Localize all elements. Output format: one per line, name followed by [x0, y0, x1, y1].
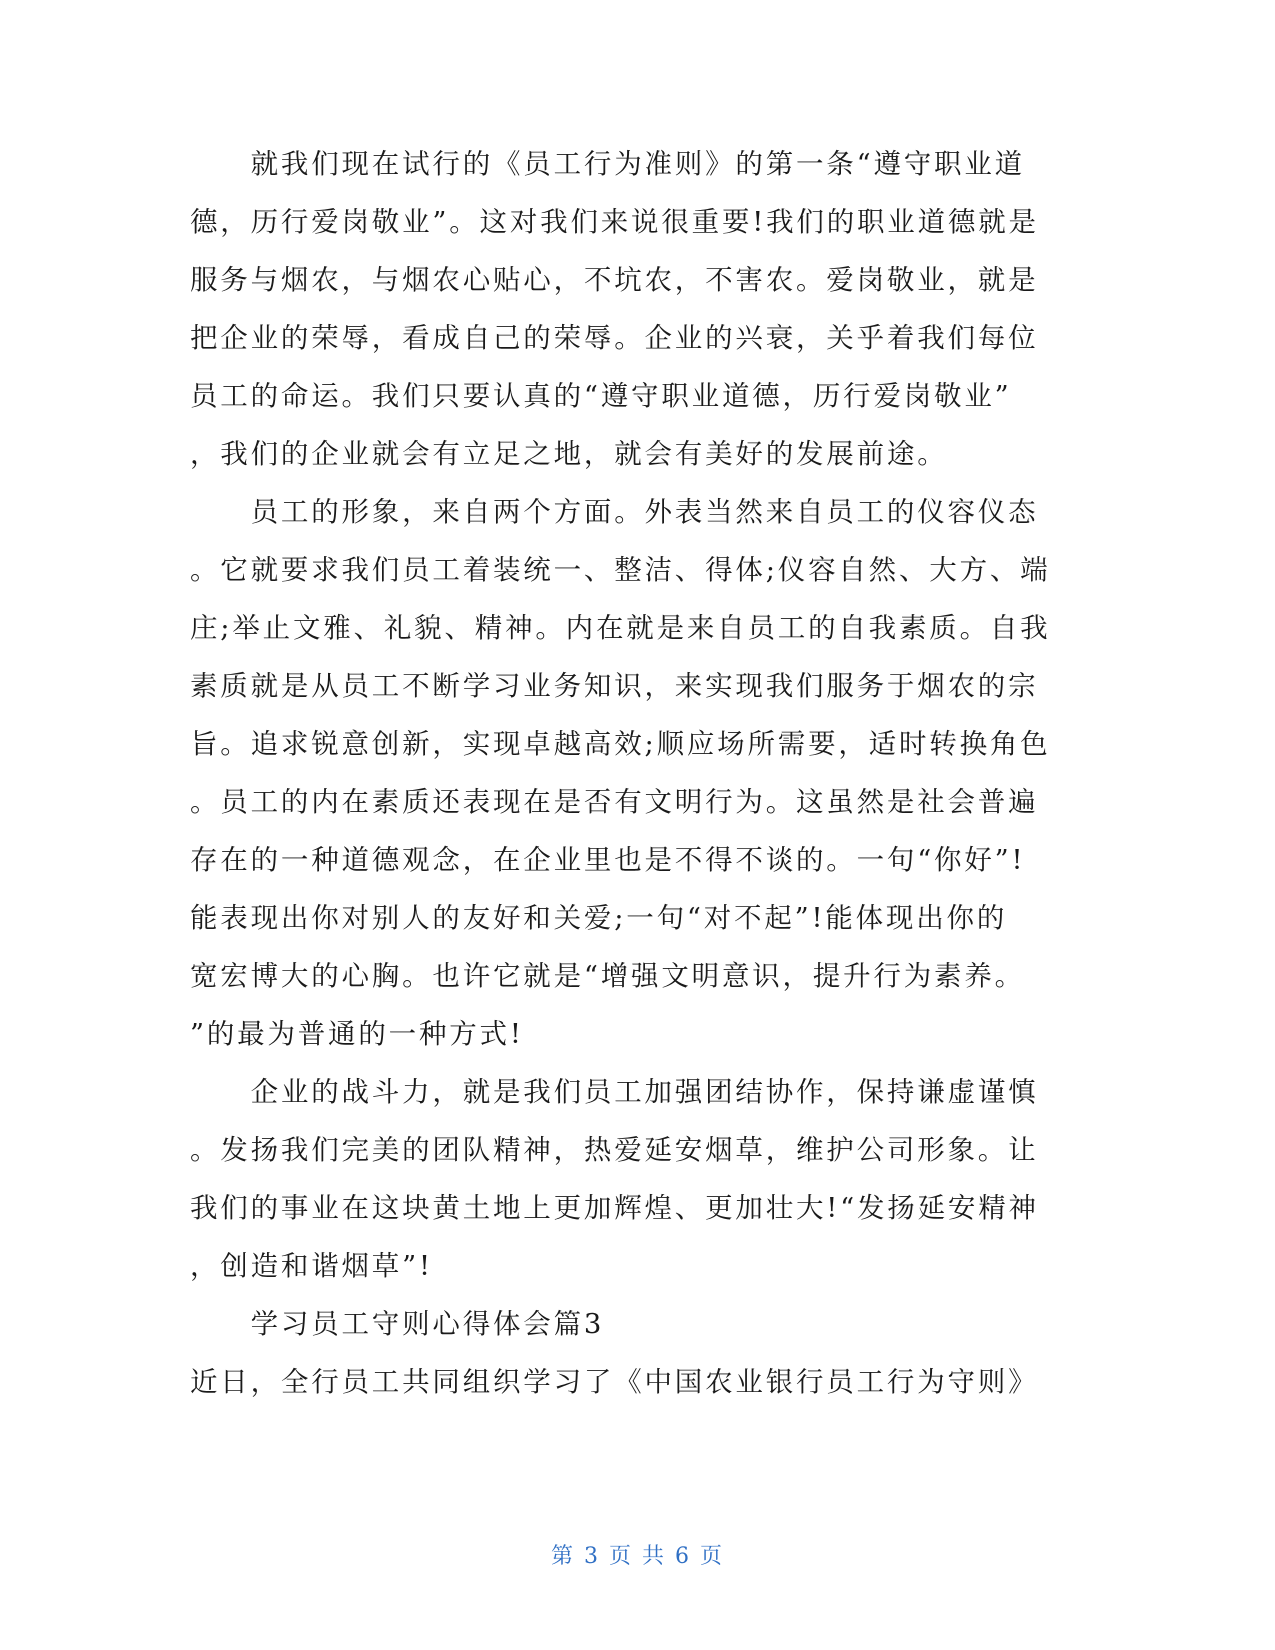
body-line: 。它就要求我们员工着装统一、整洁、得体;仪容自然、大方、端 [190, 554, 1051, 586]
body-line: 德，历行爱岗敬业”。这对我们来说很重要!我们的职业道德就是 [190, 206, 1039, 238]
body-line: ”的最为普通的一种方式! [190, 1018, 524, 1050]
body-line: ，我们的企业就会有立足之地，就会有美好的发展前途。 [190, 438, 948, 470]
body-line: 企业的战斗力，就是我们员工加强团结协作，保持谦虚谨慎 [190, 1076, 1039, 1108]
page-number-footer: 第 3 页 共 6 页 [551, 1544, 724, 1569]
body-line: 把企业的荣辱，看成自己的荣辱。企业的兴衰，关乎着我们每位 [190, 322, 1039, 354]
body-line: 我们的事业在这块黄土地上更加辉煌、更加壮大!“发扬延安精神 [190, 1192, 1039, 1224]
section-heading: 学习员工守则心得体会篇3 [190, 1308, 605, 1340]
body-line: 。发扬我们完美的团队精神，热爱延安烟草，维护公司形象。让 [190, 1134, 1039, 1166]
body-line: 旨。追求锐意创新，实现卓越高效;顺应场所需要，适时转换角色 [190, 728, 1051, 760]
body-line: 存在的一种道德观念，在企业里也是不得不谈的。一句“你好”! [190, 844, 1026, 876]
body-line: 庄;举止文雅、礼貌、精神。内在就是来自员工的自我素质。自我 [190, 612, 1051, 644]
body-line: 员工的命运。我们只要认真的“遵守职业道德，历行爱岗敬业” [190, 380, 1012, 412]
body-line: 宽宏博大的心胸。也许它就是“增强文明意识，提升行为素养。 [190, 960, 1025, 992]
body-line: 就我们现在试行的《员工行为准则》的第一条“遵守职业道 [190, 148, 1025, 180]
body-line: 素质就是从员工不断学习业务知识，来实现我们服务于烟农的宗 [190, 670, 1039, 702]
body-line: ，创造和谐烟草”! [190, 1250, 433, 1282]
body-line: 员工的形象，来自两个方面。外表当然来自员工的仪容仪态 [190, 496, 1039, 528]
body-line: 近日，全行员工共同组织学习了《中国农业银行员工行为守则》 [190, 1366, 1039, 1398]
body-line: 服务与烟农，与烟农心贴心，不坑农，不害农。爱岗敬业，就是 [190, 264, 1039, 296]
body-line: 能表现出你对别人的友好和关爱;一句“对不起”!能体现出你的 [190, 902, 1008, 934]
body-line: 。员工的内在素质还表现在是否有文明行为。这虽然是社会普遍 [190, 786, 1039, 818]
